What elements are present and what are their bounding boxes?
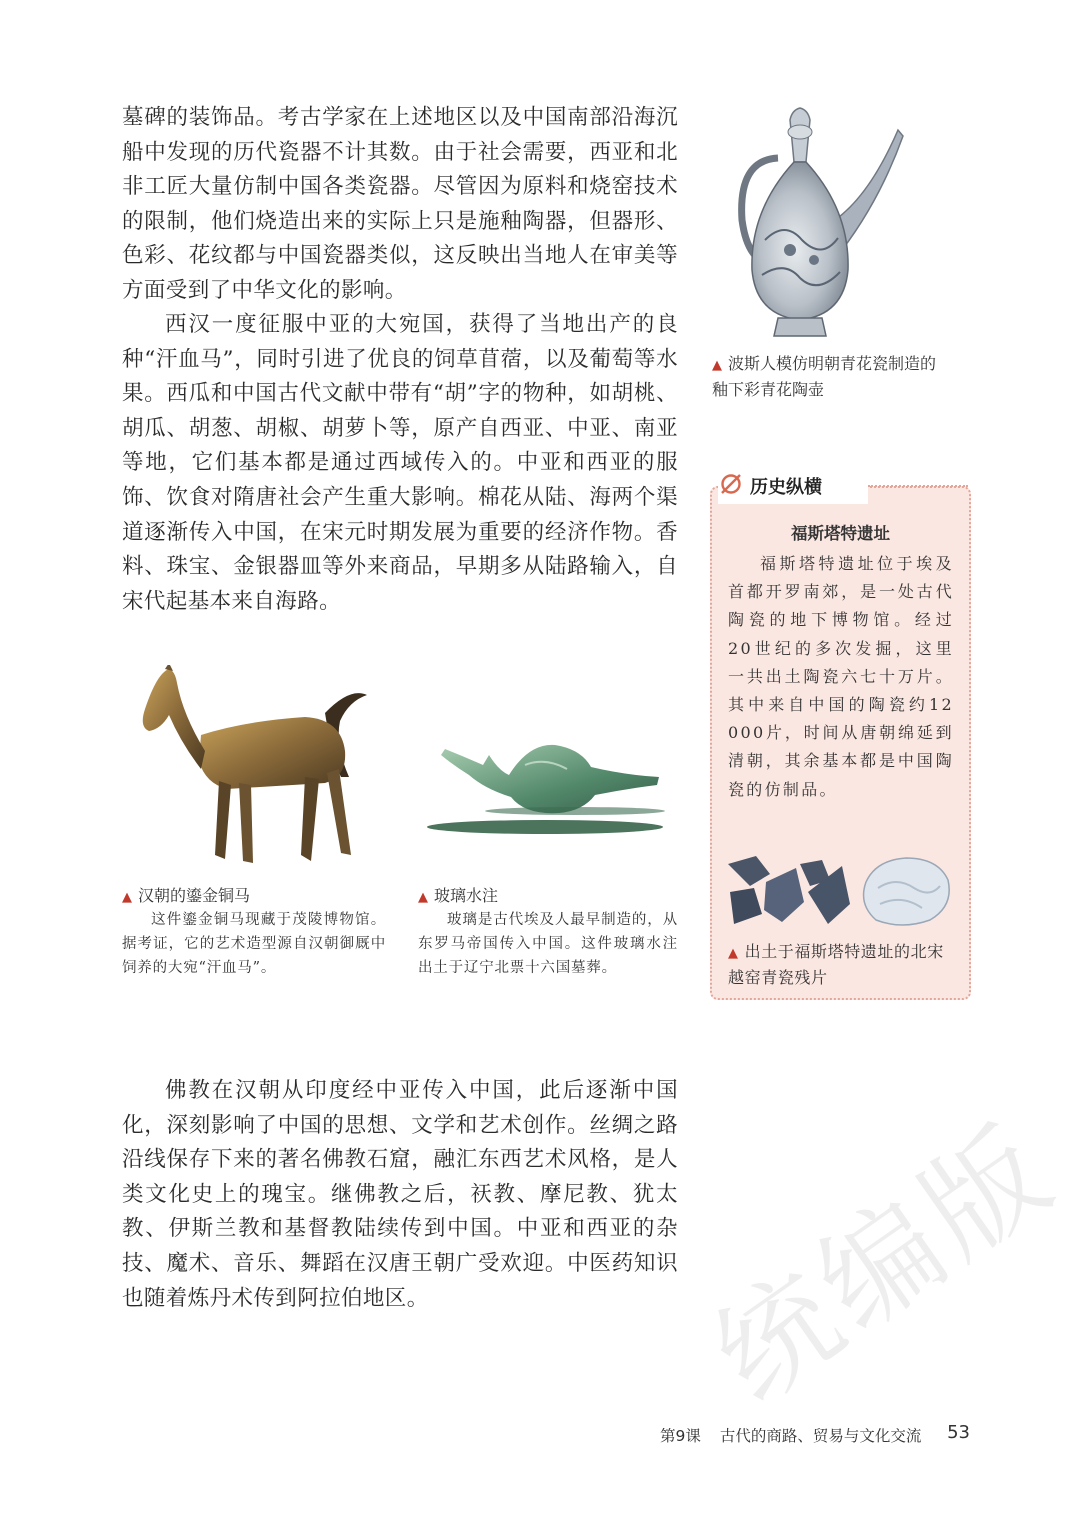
body-paragraph-2: 西汉一度征服中亚的大宛国，获得了当地出产的良种“汗血马”，同时引进了优良的饲草苜蓿，以及葡萄等水果。西瓜和中国古代文献中带有“胡”字的物种，如胡桃、胡瓜、胡葱、胡椒、胡萝卜等，原产自西亚、中亚、南亚等地，它们基本都是通过西域传入的。中亚和西亚的服饰、饮食对隋唐社会产生重大影响。棉花从陆、海两个渠道逐渐传入中国，在宋元时期发展为重要的经济作物。香料、珠宝、金银器皿等外来商品，早期多从陆路输入，自宋代起基本来自海路。 bbox=[122, 312, 678, 614]
history-scroll-icon bbox=[718, 471, 744, 501]
footer-lesson: 第9课 bbox=[660, 1427, 701, 1445]
sidebar-header bbox=[718, 468, 868, 504]
caption-triangle-icon: ▲ bbox=[712, 358, 722, 373]
caption-triangle-icon: ▲ bbox=[418, 890, 428, 905]
glass-caption-title: ▲ 玻璃水注 bbox=[418, 886, 499, 905]
horse-caption-title: ▲ 汉朝的鎏金铜马 bbox=[122, 886, 251, 905]
caption-triangle-icon: ▲ bbox=[122, 890, 132, 905]
edition-watermark: 统编版 bbox=[690, 1098, 1080, 1429]
glass-caption-body: 玻璃是古代埃及人最早制造的，从东罗马帝国传入中国。这件玻璃水注出土于辽宁北票十六国墓葬。 bbox=[418, 912, 678, 976]
body-paragraph-3: 佛教在汉朝从印度经中亚传入中国，此后逐渐中国化，深刻影响了中国的思想、文学和艺术创作。丝绸之路沿线保存下来的著名佛教石窟，融汇东西艺术风格，是人类文化史上的瑰宝。继佛教之后，祆教、摩尼教、犹太教、伊斯兰教和基督教陆续传到中国。中亚和西亚的杂技、魔术、音乐、舞蹈在汉唐王朝广受欢迎。中医药知识也随着炼丹术传到阿拉伯地区。 bbox=[122, 1078, 678, 1311]
persian-ewer-image bbox=[730, 100, 905, 340]
celadon-shards-image bbox=[726, 852, 954, 930]
sidebar-subtitle: 福斯塔特遗址 bbox=[791, 524, 890, 543]
horse-caption-body: 这件鎏金铜马现藏于茂陵博物馆。据考证，它的艺术造型源自汉朝御厩中饲养的大宛“汗血马”。 bbox=[122, 912, 386, 976]
glass-ewer-image bbox=[425, 735, 665, 845]
shards-caption: ▲ 出土于福斯塔特遗址的北宋越窑青瓷残片 bbox=[728, 942, 944, 987]
body-paragraph-1: 墓碑的装饰品。考古学家在上述地区以及中国南部沿海沉船中发现的历代瓷器不计其数。由于社会需要，西亚和北非工匠大量仿制中国各类瓷器。尽管因为原料和烧窑技术的限制，他们烧造出来的实际上只是施釉陶器，但器形、色彩、花纹都与中国瓷器类似，这反映出当地人在审美等方面受到了中华文化的影响。 bbox=[122, 105, 678, 303]
gilt-bronze-horse-image bbox=[135, 665, 375, 875]
sidebar-header-label: 历史纵横 bbox=[750, 477, 822, 498]
page-footer bbox=[660, 1424, 980, 1450]
sidebar-text: 福斯塔特遗址位于埃及首都开罗南郊，是一处古代陶瓷的地下博物馆。经过20世纪的多次发掘，这里一共出土陶瓷六七十万片。其中来自中国的陶瓷约12 000片，时间从唐朝绵延到清朝，其余基本都是中国陶瓷的仿制品。 bbox=[728, 554, 954, 799]
ewer-caption: ▲ 波斯人模仿明朝青花瓷制造的釉下彩青花陶壶 bbox=[712, 354, 937, 399]
caption-triangle-icon: ▲ bbox=[728, 946, 739, 961]
header-dotted-line bbox=[868, 485, 968, 487]
footer-title: 古代的商路、贸易与文化交流 bbox=[719, 1427, 922, 1445]
page-number: 53 bbox=[947, 1422, 970, 1443]
